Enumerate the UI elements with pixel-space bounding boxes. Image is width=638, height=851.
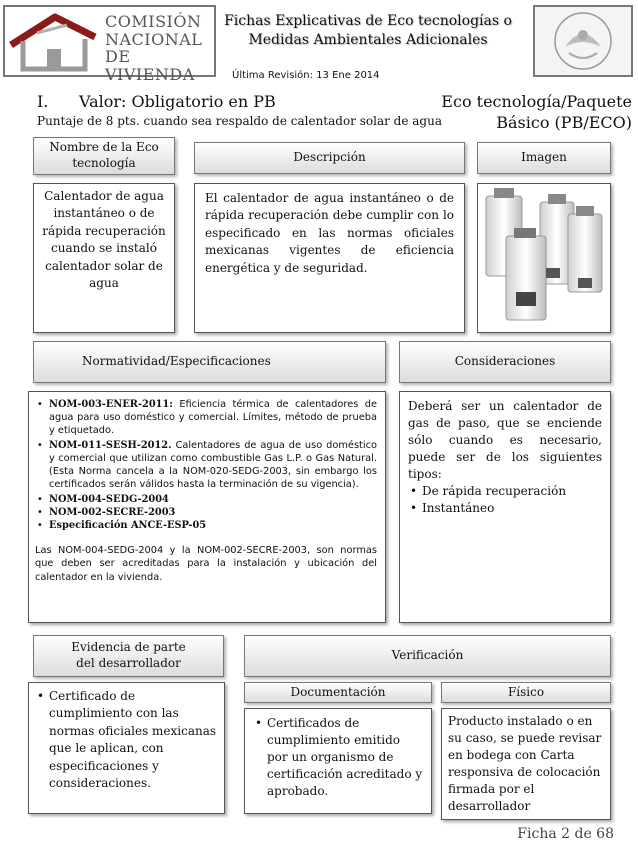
consideracion-item: • Instantáneo (408, 500, 602, 517)
conavi-logo (3, 5, 216, 84)
normatividad-box (28, 391, 386, 623)
documentacion-box (244, 708, 432, 814)
documentacion-item: • Certificados de cumplimiento emitido por un organismo de certificación acreditado y aprobado. (253, 715, 423, 800)
title-line-2: Medidas Ambientales Adicionales (248, 31, 488, 48)
house-logo-icon (7, 11, 99, 73)
nombre-header (33, 137, 175, 175)
normatividad-list (35, 398, 377, 532)
evidencia-list (29, 683, 224, 797)
title-line-1: Fichas Explicativas de Eco tecnologías o (224, 13, 512, 29)
logo-line-3: DE VIVIENDA (105, 47, 195, 84)
norm-code: NOM-011-SESH-2012. (49, 439, 172, 451)
evidencia-item: • Certificado de cumplimiento con las normas oficiales mexicanas que le aplican, con especificaciones y consideraciones. (35, 688, 218, 792)
value-label: Valor: Obligatorio en PB (79, 92, 276, 111)
nombre-header-line-2: tecnología (72, 156, 136, 170)
consideraciones-box (399, 391, 611, 623)
documentacion-header: Documentación (244, 682, 432, 703)
norm-item (35, 506, 377, 519)
normatividad-note: Las NOM-004-SEDG-2004 y la NOM-002-SECRE-2003, son normas que deben ser acreditadas para la instalación y ubicación del calentador en la vivienda. (35, 545, 377, 583)
logo-line-2: NACIONAL (105, 29, 203, 49)
section-number: I. (37, 92, 49, 111)
verificacion-header: Verificación (244, 635, 611, 677)
descripcion-text: El calentador de agua instantáneo o de rápida recuperación debe cumplir con lo especificado en las normas oficiales mexicanas vigentes de eficiencia energética y de seguridad. (205, 191, 454, 275)
consideraciones-text: Deberá ser un calentador de gas de paso, que se enciende sólo cuando es necesario, puede ser de los siguientes tipos: (408, 399, 602, 482)
nombre-header-line-1: Nombre de la Eco (49, 140, 159, 155)
evidencia-title-line-2: del desarrollador (76, 656, 181, 670)
norm-item (35, 439, 377, 492)
document-title (218, 12, 518, 50)
fisico-text: Producto instalado o en su caso, se puede revisar en bodega con Carta responsiva de colocación firmada por el desarrollador (448, 714, 602, 814)
evidencia-title-line-1: Evidencia de parte (71, 640, 186, 655)
package-line-1: Eco tecnología/Paquete (441, 92, 632, 111)
norm-code: NOM-004-SEDG-2004 (49, 493, 169, 505)
package-line-2: Básico (PB/ECO) (496, 112, 632, 132)
descripcion-header: Descripción (194, 142, 465, 174)
norm-code: NOM-002-SECRE-2003 (49, 506, 176, 518)
evidencia-header (33, 635, 224, 677)
norm-item (35, 398, 377, 438)
normatividad-header (33, 341, 386, 383)
descripcion-box (194, 183, 465, 333)
points-text: Puntaje de 8 pts. cuando sea respaldo de calentador solar de agua (37, 114, 442, 128)
norm-code: Especificación ANCE-ESP-05 (49, 519, 207, 531)
normatividad-title: Normatividad/Especificaciones (82, 354, 271, 369)
logo-line-1: COMISIÓN (105, 12, 202, 31)
eagle-seal-icon (535, 7, 631, 75)
norm-desc: Calentadores de agua de uso doméstico y comercial que utilizan como combustible Gas L.P. o Gas Natural. (Esta Norma cancela a la NOM-020-SEDG-2003, sin embargo los certificados serán válidos hasta la terminación de su vigencia). (49, 439, 377, 491)
nombre-box (33, 183, 175, 333)
fisico-box (441, 708, 611, 820)
consideracion-item: • De rápida recuperación (408, 483, 602, 500)
consideraciones-list (408, 483, 602, 517)
imagen-header: Imagen (477, 142, 611, 174)
water-heater-image (478, 184, 610, 332)
documentacion-list (245, 709, 431, 806)
consideraciones-header: Consideraciones (399, 341, 611, 383)
national-seal (533, 5, 633, 77)
eco-package-label (441, 92, 632, 134)
norm-item (35, 519, 377, 532)
norm-desc: Eficiencia térmica de calentadores de agua para uso doméstico y comercial. Límites, método de prueba y etiquetado. (49, 399, 377, 437)
norm-item (35, 493, 377, 506)
norm-code: NOM-003-ENER-2011: (49, 399, 173, 410)
evidencia-box (28, 682, 225, 814)
nombre-text: Calentador de agua instantáneo o de rápida recuperación cuando se instaló calentador solar de agua (42, 189, 166, 290)
revision-date: Última Revisión: 13 Ene 2014 (232, 70, 380, 81)
page-number: Ficha 2 de 68 (517, 826, 614, 842)
fisico-header: Físico (441, 682, 611, 703)
imagen-box (477, 183, 611, 333)
